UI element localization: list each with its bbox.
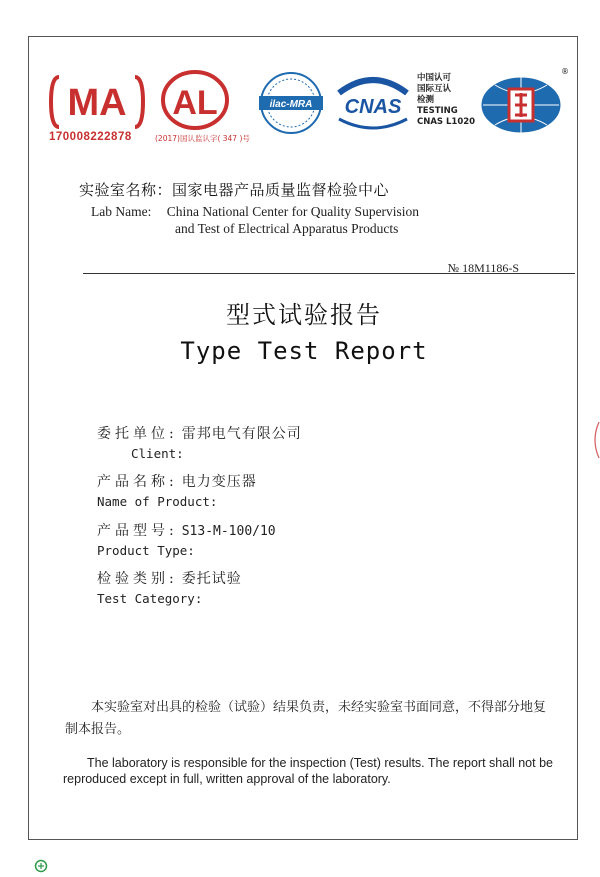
- field-label-en: Client:: [131, 446, 184, 461]
- cnas-logo: [333, 71, 413, 137]
- field-label-cn: 产品名称:: [97, 474, 178, 490]
- cnas-side-line: CNAS L1020: [417, 117, 476, 127]
- cma-logo-text: MA: [67, 82, 127, 124]
- field-label-en: Test Category:: [97, 591, 203, 606]
- field-label-en: Name of Product:: [97, 494, 218, 509]
- field-label-cn: 委托单位:: [97, 426, 178, 442]
- lab-name-en: [91, 203, 419, 237]
- document-frame: [28, 36, 578, 840]
- cnas-side-line: 国际互认: [417, 84, 452, 94]
- disclaimer-en: The laboratory is responsible for the inspection (Test) results. The report shall not be reproduced except in full, written approval of the laboratory.: [63, 756, 553, 786]
- divider: [83, 273, 575, 274]
- cal-logo: [147, 67, 257, 167]
- field-label-en: Product Type:: [97, 543, 195, 558]
- cal-logo-text: AL: [172, 84, 218, 122]
- cnas-text: CNAS: [344, 96, 402, 118]
- field-value: 委托试验: [181, 571, 242, 587]
- stamp-mark-icon: [34, 858, 48, 877]
- field-label-cn: 产品型号:: [97, 523, 178, 539]
- cnas-side-line: TESTING: [417, 106, 458, 116]
- cnas-side-line: 检测: [417, 95, 435, 105]
- field-product-name: [97, 471, 257, 509]
- lab-name-en-line1: China National Center for Quality Supervision: [166, 204, 420, 219]
- lab-name-cn-value: 国家电器产品质量监督检验中心: [172, 181, 390, 199]
- field-client: [97, 423, 302, 461]
- ilac-mra-logo: [257, 69, 327, 139]
- cnas-side-line: 中国认可: [417, 73, 452, 83]
- cnas-side-text: [417, 73, 483, 128]
- lab-name-en-line2: and Test of Electrical Apparatus Products: [175, 221, 399, 236]
- field-value: 雷邦电气有限公司: [181, 426, 302, 442]
- lab-name-cn-label: 实验室名称：: [79, 181, 173, 199]
- title-cn: 型式试验报告: [226, 301, 382, 329]
- lab-name-en-label: Lab Name:: [91, 204, 152, 219]
- field-label-cn: 检验类别:: [97, 571, 178, 587]
- registered-mark: ®: [561, 67, 569, 76]
- seal-edge-mark: [590, 420, 600, 464]
- accreditation-logos: [47, 67, 567, 167]
- field-product-type: [97, 520, 276, 558]
- disclaimer-cn: 本实验室对出具的检验（试验）结果负责，未经实验室书面同意，不得部分地复制本报告。: [65, 700, 547, 737]
- cal-note: (2017)国认监认字( 347 )号: [155, 134, 250, 143]
- lab-name-cn: [79, 179, 389, 200]
- report-number: № 18M1186-S: [447, 261, 519, 275]
- cqc-globe-logo: [475, 67, 569, 137]
- title-en: Type Test Report: [180, 337, 428, 365]
- ilac-text: ilac-MRA: [269, 99, 313, 110]
- cma-logo: [47, 67, 147, 167]
- field-value: S13-M-100/10: [181, 524, 276, 539]
- field-value: 电力变压器: [181, 474, 257, 490]
- cma-number: 170008222878: [49, 131, 132, 143]
- field-test-category: [97, 568, 242, 606]
